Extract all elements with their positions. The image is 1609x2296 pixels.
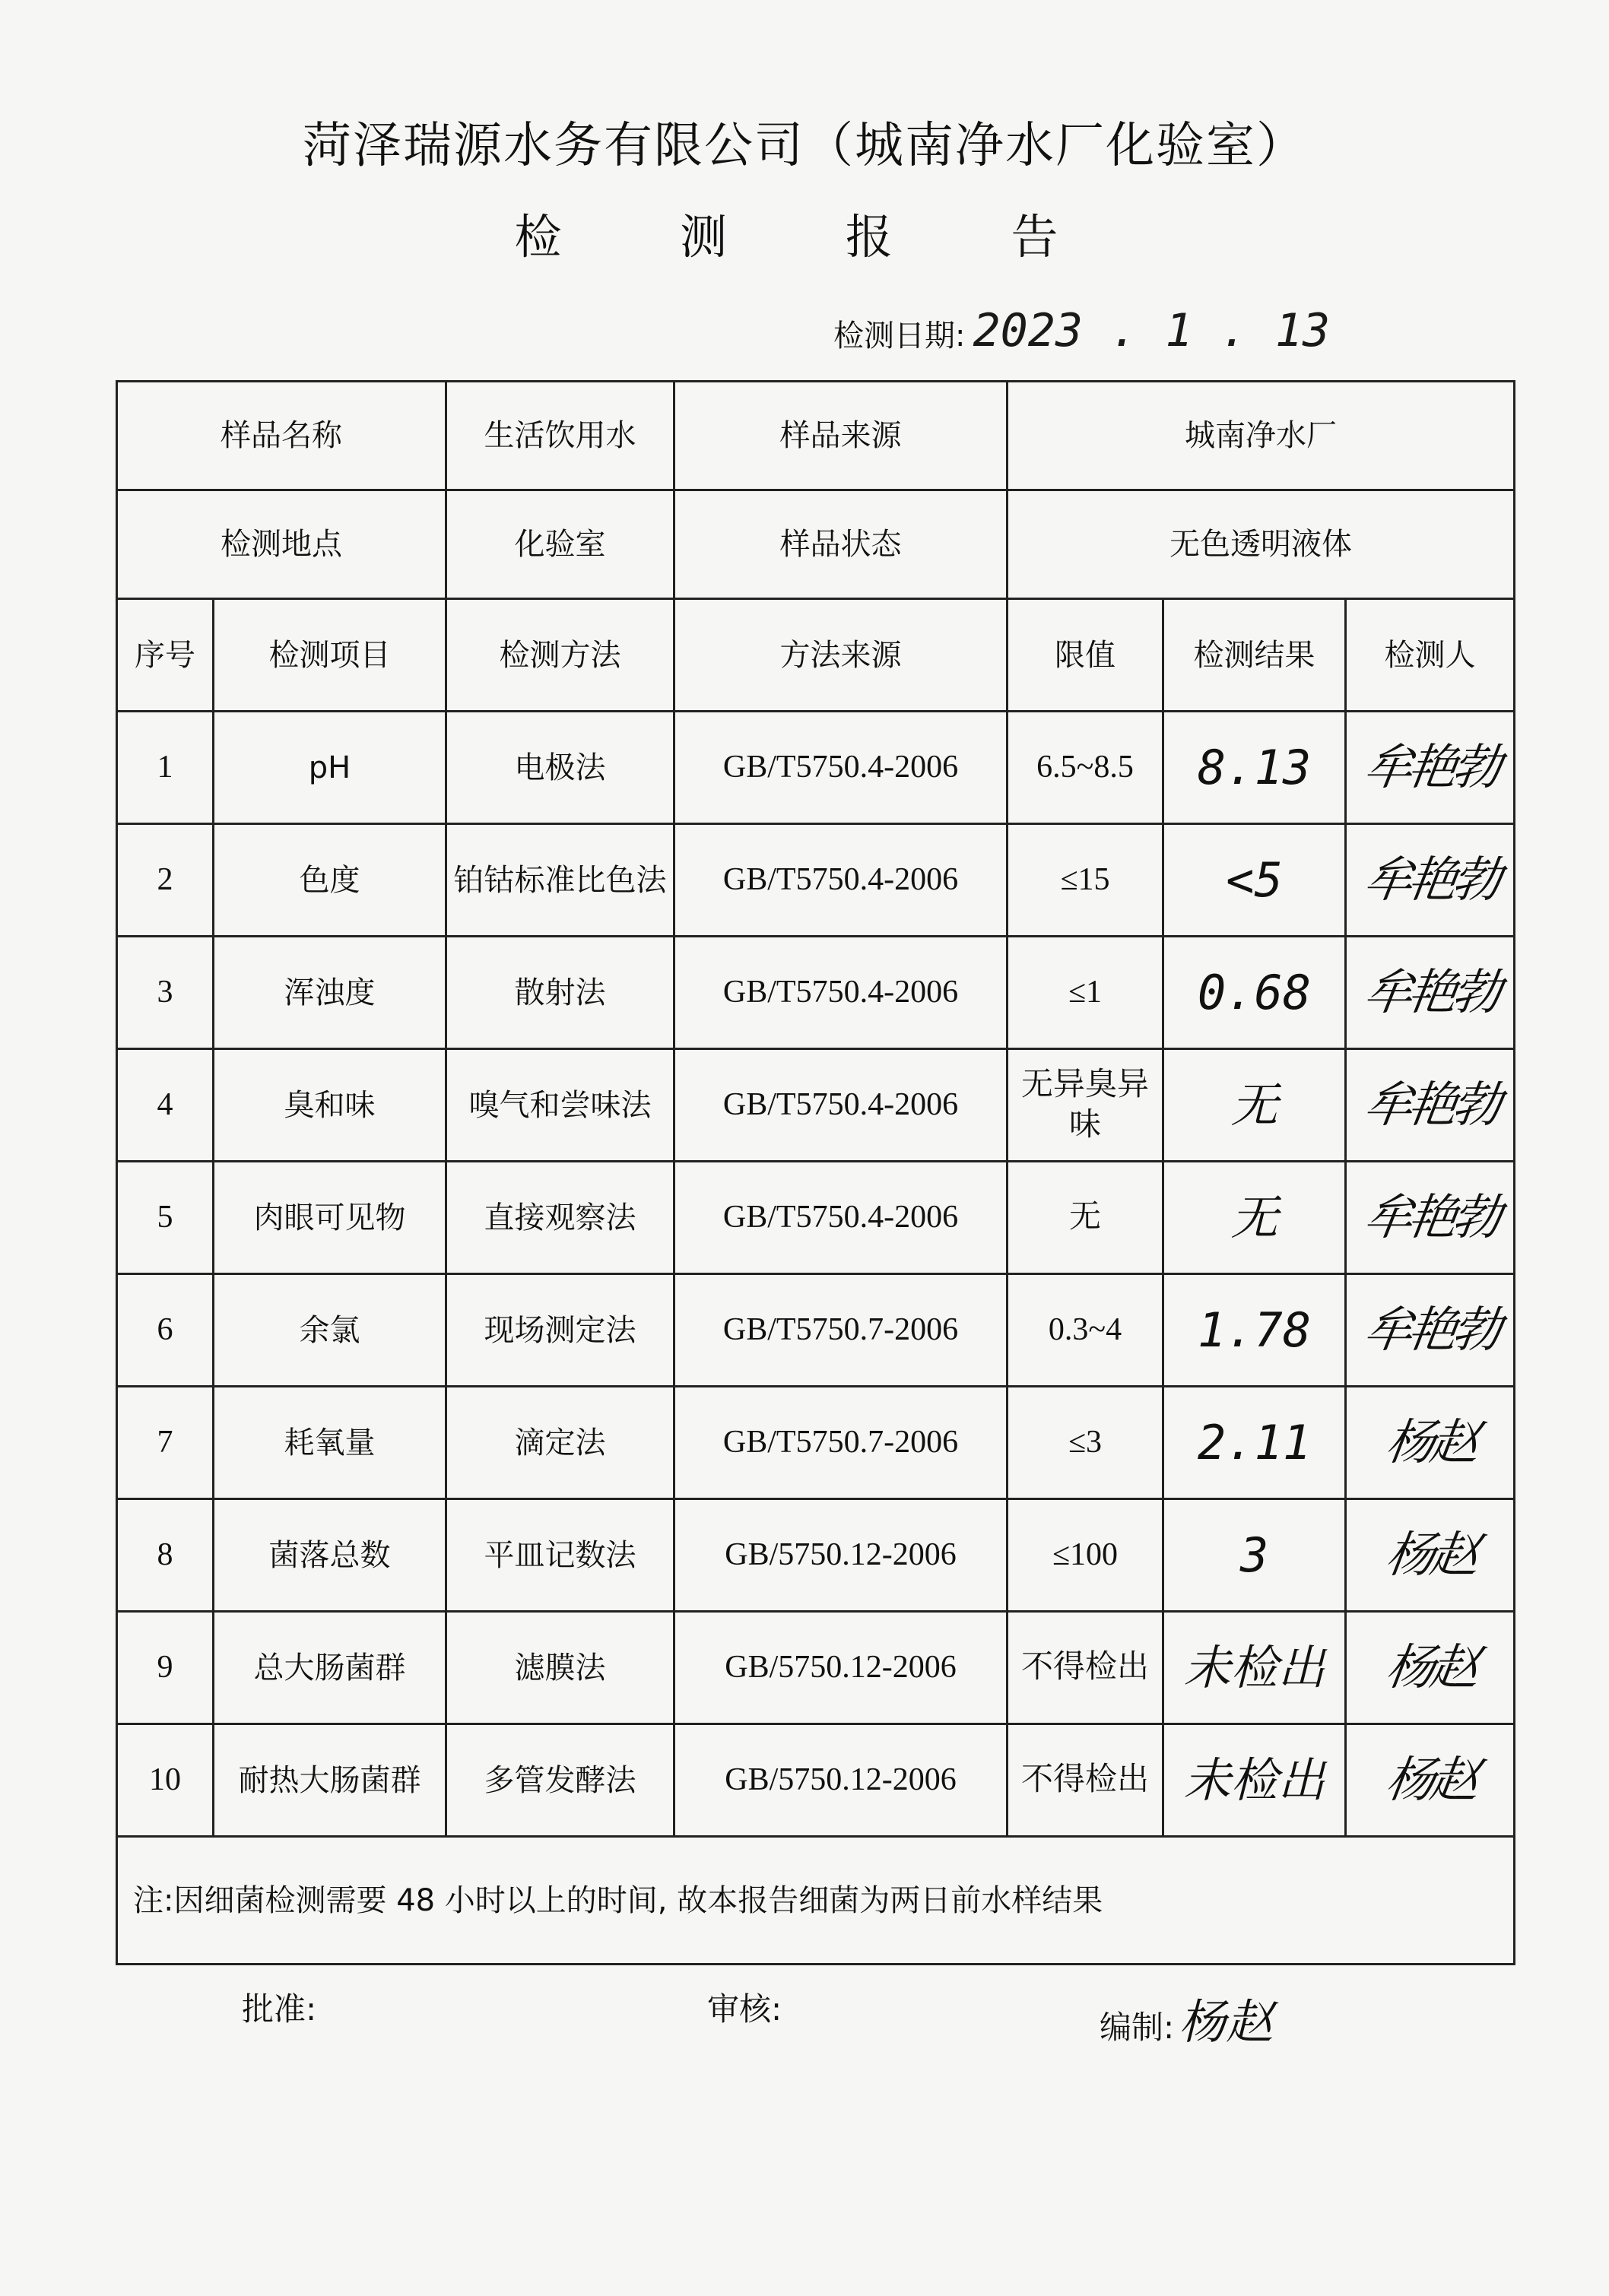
row-result: 未检出 xyxy=(1163,1724,1346,1837)
table-row xyxy=(117,1499,1515,1612)
row-result: 无 xyxy=(1163,1162,1346,1274)
table-row xyxy=(117,1049,1515,1162)
row-limit: ≤3 xyxy=(1008,1387,1163,1499)
row-method: 散射法 xyxy=(446,937,674,1049)
row-item: 菌落总数 xyxy=(214,1499,446,1612)
row-item: pH xyxy=(214,712,446,824)
row-standard: GB/T5750.4-2006 xyxy=(674,1162,1008,1274)
row-result: 未检出 xyxy=(1163,1612,1346,1724)
row-no: 6 xyxy=(117,1274,214,1387)
sample-name-value: 生活饮用水 xyxy=(446,382,674,490)
row-no: 10 xyxy=(117,1724,214,1837)
test-date-label: 检测日期: xyxy=(833,319,966,354)
test-date-value: 2023 . 1 . 13 xyxy=(973,304,1331,357)
col-header-result: 检测结果 xyxy=(1163,599,1346,712)
row-no: 7 xyxy=(117,1387,214,1499)
row-result: 0.68 xyxy=(1163,937,1346,1049)
row-standard: GB/5750.12-2006 xyxy=(674,1612,1008,1724)
row-method: 多管发酵法 xyxy=(446,1724,674,1837)
row-standard: GB/T5750.4-2006 xyxy=(674,824,1008,937)
row-method: 电极法 xyxy=(446,712,674,824)
row-tester-signature: 杨赵 xyxy=(1338,1499,1522,1612)
row-limit: 无 xyxy=(1008,1162,1163,1274)
row-no: 8 xyxy=(117,1499,214,1612)
row-item: 耐热大肠菌群 xyxy=(214,1724,446,1837)
row-item: 耗氧量 xyxy=(214,1387,446,1499)
row-result: 3 xyxy=(1163,1499,1346,1612)
row-limit: ≤1 xyxy=(1008,937,1163,1049)
table-row xyxy=(117,1274,1515,1387)
row-tester-signature: 牟艳勃 xyxy=(1338,937,1522,1049)
row-tester-signature: 牟艳勃 xyxy=(1338,1049,1522,1162)
col-header-standard: 方法来源 xyxy=(674,599,1008,712)
report-note: 注:因细菌检测需要 48 小时以上的时间, 故本报告细菌为两日前水样结果 xyxy=(117,1837,1515,1965)
row-tester-signature: 牟艳勃 xyxy=(1338,1274,1522,1387)
row-item: 余氯 xyxy=(214,1274,446,1387)
review-label: 审核: xyxy=(707,1990,782,2028)
row-tester-signature: 牟艳勃 xyxy=(1338,1162,1522,1274)
row-method: 嗅气和尝味法 xyxy=(446,1049,674,1162)
state-value: 无色透明液体 xyxy=(1008,490,1515,599)
sample-source-value: 城南净水厂 xyxy=(1008,382,1515,490)
row-no: 2 xyxy=(117,824,214,937)
row-limit: ≤100 xyxy=(1008,1499,1163,1612)
row-tester-signature: 牟艳勃 xyxy=(1338,824,1522,937)
row-method: 滴定法 xyxy=(446,1387,674,1499)
row-item: 肉眼可见物 xyxy=(214,1162,446,1274)
sample-name-label: 样品名称 xyxy=(117,382,446,490)
table-row xyxy=(117,1612,1515,1724)
approve-label: 批准: xyxy=(242,1990,317,2028)
info-row-1 xyxy=(117,382,1515,490)
col-header-method: 检测方法 xyxy=(446,599,674,712)
row-tester-signature: 杨赵 xyxy=(1338,1724,1522,1837)
row-no: 4 xyxy=(117,1049,214,1162)
row-tester-signature: 牟艳勃 xyxy=(1338,712,1522,824)
compile-label: 编制: xyxy=(1100,2009,1175,2046)
row-standard: GB/5750.12-2006 xyxy=(674,1499,1008,1612)
row-standard: GB/T5750.4-2006 xyxy=(674,937,1008,1049)
state-label: 样品状态 xyxy=(674,490,1008,599)
table-row xyxy=(117,712,1515,824)
test-date xyxy=(833,304,1330,357)
row-tester-signature: 杨赵 xyxy=(1338,1387,1522,1499)
location-value: 化验室 xyxy=(446,490,674,599)
table-row xyxy=(117,824,1515,937)
row-no: 3 xyxy=(117,937,214,1049)
sample-source-label: 样品来源 xyxy=(674,382,1008,490)
report-title: 菏泽瑞源水务有限公司（城南净水厂化验室） xyxy=(303,118,1306,174)
table-row xyxy=(117,1162,1515,1274)
col-header-item: 检测项目 xyxy=(214,599,446,712)
row-standard: GB/T5750.7-2006 xyxy=(674,1274,1008,1387)
row-standard: GB/T5750.4-2006 xyxy=(674,712,1008,824)
info-row-2 xyxy=(117,490,1515,599)
row-limit: 无异臭异味 xyxy=(1008,1049,1163,1162)
row-method: 平皿记数法 xyxy=(446,1499,674,1612)
column-header-row xyxy=(117,599,1515,712)
row-method: 铂钴标准比色法 xyxy=(446,824,674,937)
row-item: 色度 xyxy=(214,824,446,937)
col-header-no: 序号 xyxy=(117,599,214,712)
table-row xyxy=(117,1724,1515,1837)
row-limit: 不得检出 xyxy=(1008,1724,1163,1837)
row-item: 臭和味 xyxy=(214,1049,446,1162)
compile-field xyxy=(1100,1984,1273,2052)
row-result: 1.78 xyxy=(1163,1274,1346,1387)
row-no: 9 xyxy=(117,1612,214,1724)
col-header-tester: 检测人 xyxy=(1346,599,1515,712)
table-row xyxy=(117,1387,1515,1499)
row-result: 8.13 xyxy=(1163,712,1346,824)
row-limit: 不得检出 xyxy=(1008,1612,1163,1724)
row-result: <5 xyxy=(1163,824,1346,937)
location-label: 检测地点 xyxy=(117,490,446,599)
row-limit: ≤15 xyxy=(1008,824,1163,937)
row-no: 5 xyxy=(117,1162,214,1274)
col-header-limit: 限值 xyxy=(1008,599,1163,712)
row-item: 总大肠菌群 xyxy=(214,1612,446,1724)
table-row xyxy=(117,937,1515,1049)
row-limit: 6.5~8.5 xyxy=(1008,712,1163,824)
row-standard: GB/T5750.7-2006 xyxy=(674,1387,1008,1499)
row-result: 2.11 xyxy=(1163,1387,1346,1499)
row-no: 1 xyxy=(117,712,214,824)
note-row xyxy=(117,1837,1515,1965)
row-standard: GB/5750.12-2006 xyxy=(674,1724,1008,1837)
row-result: 无 xyxy=(1163,1049,1346,1162)
row-standard: GB/T5750.4-2006 xyxy=(674,1049,1008,1162)
row-method: 现场测定法 xyxy=(446,1274,674,1387)
report-subtitle: 检 测 报 告 xyxy=(514,209,1095,265)
row-method: 滤膜法 xyxy=(446,1612,674,1724)
report-table xyxy=(116,380,1515,1965)
signature-row xyxy=(0,1984,1609,2050)
row-item: 浑浊度 xyxy=(214,937,446,1049)
row-limit: 0.3~4 xyxy=(1008,1274,1163,1387)
row-tester-signature: 杨赵 xyxy=(1338,1612,1522,1724)
row-method: 直接观察法 xyxy=(446,1162,674,1274)
compile-signature: 杨赵 xyxy=(1179,1994,1274,2050)
